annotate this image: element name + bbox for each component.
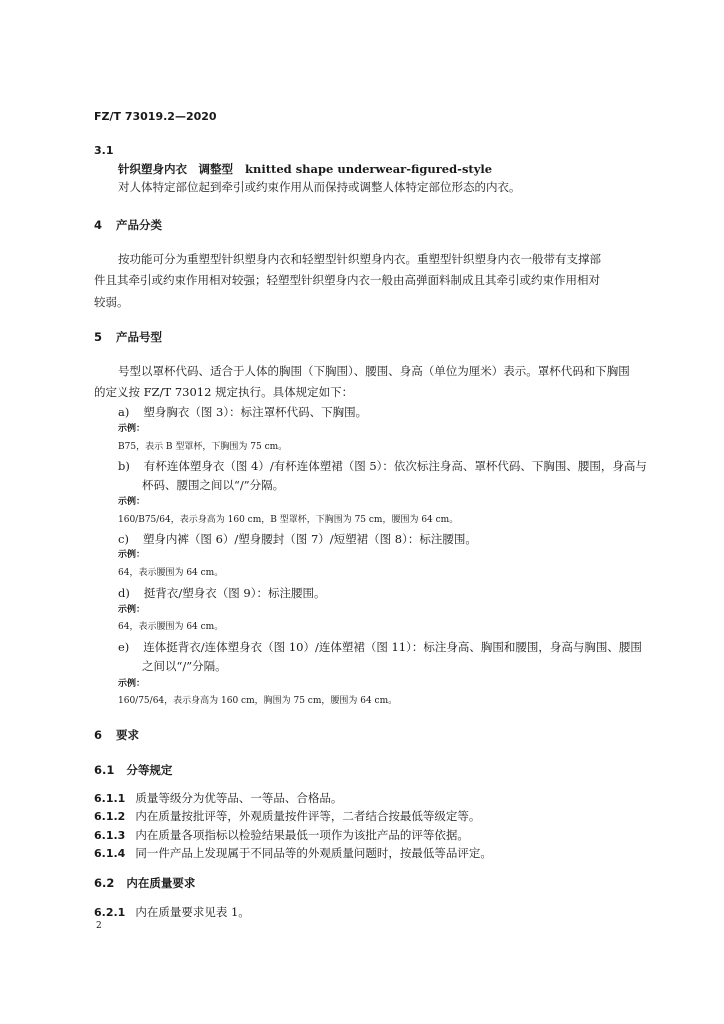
clause-number: 6.2.1 (94, 906, 126, 919)
list-text: 塑身内裤（图 6）/塑身腰封（图 7）/短塑裙（图 8）：标注腰围。 (142, 532, 477, 546)
list-mark: d) (118, 586, 130, 600)
clause-text: 内在质量各项指标以检验结果最低一项作为该批产品的评等依据。 (135, 828, 469, 842)
list-item-a (118, 405, 367, 419)
clause-text: 同一件产品上发现属于不同品等的外观质量问题时，按最低等品评定。 (135, 846, 492, 860)
list-item-e (118, 640, 642, 654)
term-definition: 对人体特定部位起到牵引或约束作用从而保持或调整人体特定部位形态的内衣。 (118, 180, 521, 194)
subsection-title: 内在质量要求 (126, 876, 196, 890)
example-label: 示例： (118, 497, 146, 507)
paragraph-line: 较弱。 (94, 295, 129, 309)
clause-6-1-2 (94, 809, 480, 824)
example-text: B75，表示 B 型罩杯，下胸围为 75 cm。 (118, 442, 288, 452)
subsection-title: 分等规定 (126, 763, 173, 777)
paragraph-line: 按功能可分为重塑型针织塑身内衣和轻塑型针织塑身内衣。重塑型针织塑身内衣一般带有支撑部 (118, 252, 601, 266)
clause-number: 6.1.1 (94, 792, 126, 805)
clause-number: 6.1.4 (94, 847, 126, 860)
clause-6-1-4 (94, 846, 492, 861)
section-number: 4 (94, 218, 103, 232)
list-text: 挺背衣/塑身衣（图 9）：标注腰围。 (143, 586, 326, 600)
clause-number: 6.1.3 (94, 829, 126, 842)
subsection-number: 6.2 (94, 876, 115, 890)
example-text: 64，表示腰围为 64 cm。 (118, 568, 224, 578)
section-number: 5 (94, 330, 103, 344)
list-item-b (118, 459, 647, 473)
list-mark: a) (118, 405, 130, 419)
list-mark: c) (118, 532, 129, 546)
paragraph-line: 件且其牵引或约束作用相对较强；轻塑型针织塑身内衣一般由高弹面料制成且其牵引或约束作用相对 (94, 273, 600, 287)
example-label: 示例： (118, 605, 146, 615)
list-item-d (118, 586, 325, 600)
example-text: 160/B75/64，表示身高为 160 cm，B 型罩杯，下胸围为 75 cm，腰围为 64 cm。 (118, 515, 459, 525)
term-3-1 (118, 162, 492, 176)
standard-code: FZ/T 73019.2—2020 (94, 110, 217, 123)
example-label: 示例： (118, 679, 146, 689)
clause-number-3-1: 3.1 (94, 144, 114, 157)
example-text: 64，表示腰围为 64 cm。 (118, 622, 224, 632)
example-text: 160/75/64，表示身高为 160 cm，胸围为 75 cm，腰围为 64 cm。 (118, 696, 398, 706)
example-label: 示例： (118, 550, 146, 560)
list-text: 连体挺背衣/连体塑身衣（图 10）/连体塑裙（图 11）：标注身高、胸围和腰围，身高与胸围、腰围 (143, 640, 642, 654)
clause-6-2-1 (94, 905, 250, 920)
paragraph-line: 号型以罩杯代码、适合于人体的胸围（下胸围）、腰围、身高（单位为厘米）表示。罩杯代码和下胸围 (118, 364, 630, 378)
term-zh: 针织塑身内衣 调整型 (118, 162, 233, 176)
clause-6-1-3 (94, 828, 469, 843)
subsection-heading-6-2 (94, 876, 195, 890)
list-item-c (118, 532, 477, 546)
section-heading-4 (94, 218, 162, 232)
list-mark: e) (118, 640, 130, 654)
section-number: 6 (94, 728, 103, 742)
section-title: 要求 (116, 728, 140, 742)
section-heading-5 (94, 330, 162, 344)
subsection-heading-6-1 (94, 763, 172, 777)
section-title: 产品分类 (116, 218, 163, 232)
clause-text: 内在质量按批评等，外观质量按件评等，二者结合按最低等级定等。 (135, 809, 481, 823)
clause-text: 内在质量要求见表 1。 (135, 905, 250, 919)
example-label: 示例： (118, 424, 146, 434)
list-text: 有杯连体塑身衣（图 4）/有杯连体塑裙（图 5）：依次标注身高、罩杯代码、下胸围、腰围，身高与 (143, 459, 647, 473)
term-en: knitted shape underwear-figured-style (245, 162, 493, 176)
list-text-continuation: 杯码、腰围之间以“/”分隔。 (142, 478, 285, 492)
section-heading-6 (94, 728, 139, 742)
list-mark: b) (118, 459, 130, 473)
clause-text: 质量等级分为优等品、一等品、合格品。 (135, 791, 343, 805)
section-title: 产品号型 (116, 330, 163, 344)
list-text: 塑身胸衣（图 3）：标注罩杯代码、下胸围。 (143, 405, 368, 419)
subsection-number: 6.1 (94, 763, 115, 777)
clause-number: 6.1.2 (94, 810, 126, 823)
clause-6-1-1 (94, 791, 342, 806)
list-text-continuation: 之间以“/”分隔。 (142, 659, 227, 673)
page-number: 2 (96, 921, 102, 931)
paragraph-line: 的定义按 FZ/T 73012 规定执行。具体规定如下： (94, 385, 354, 399)
